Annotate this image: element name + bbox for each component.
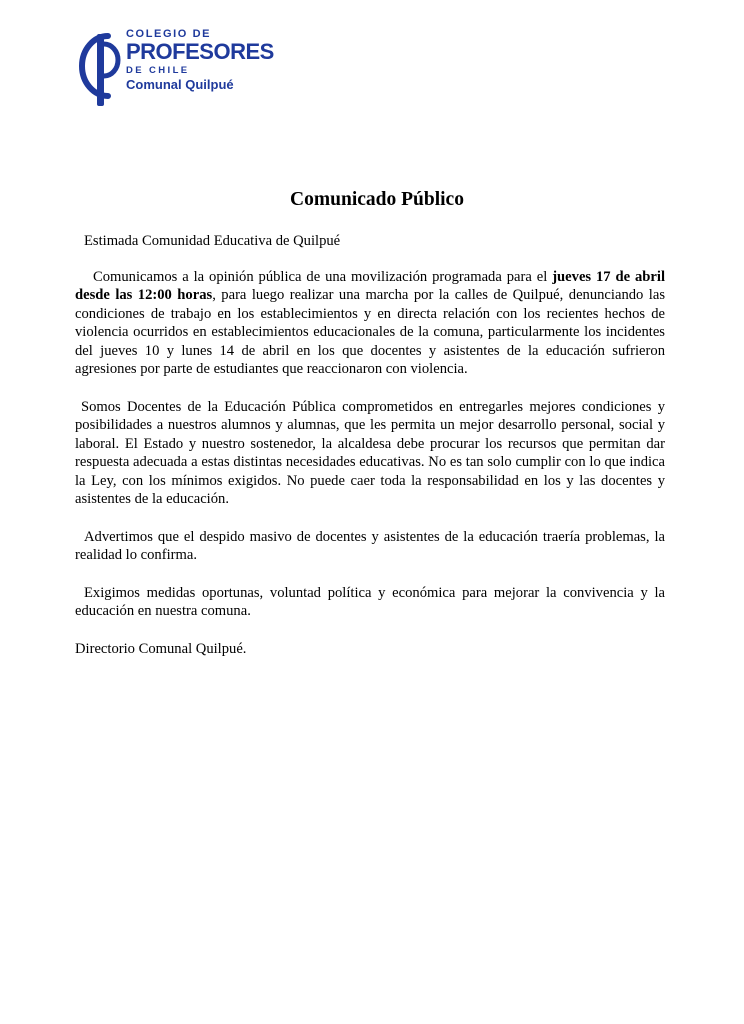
signature: Directorio Comunal Quilpué. bbox=[75, 640, 247, 657]
paragraph-commitment: Somos Docentes de la Educación Pública comprometidos en entregarles mejores condiciones y posibilidades a nuestros alumnos y alumnas, que les permita un mejor desarrollo personal, social y laboral. El Estado y nuestro sostenedor, la alcaldesa debe procurar los recursos que permitan dar respuesta adecuada a estas distintas necesidades educativas. No es tan solo cumplir con lo que indica la Ley, con los mínimos exigidos. No puede caer toda la responsabilidad en los y las docentes y asistentes de la educación. bbox=[75, 398, 665, 507]
colegio-de-profesores-logo bbox=[78, 26, 278, 110]
logo-wordmark bbox=[126, 28, 274, 92]
paragraph-mobilization-text-2: , para luego realizar una marcha por la calles de Quilpué, denunciando las condiciones de trabajo en los establecimientos y en directa relación con los recientes hechos de violencia ocurridos en establecimientos educacionales de la comuna, particularmente los incidentes del jueves 10 y lunes 14 de abril en los que docentes y asistentes de la educación sufrieron agresiones por parte de estudiantes que reaccionaron con violencia. bbox=[75, 287, 665, 377]
document-title: Comunicado Público bbox=[290, 189, 464, 210]
greeting: Estimada Comunidad Educativa de Quilpué bbox=[84, 233, 341, 249]
logo-line-comunal: Comunal Quilpué bbox=[126, 77, 234, 92]
logo-line-colegio: COLEGIO DE bbox=[126, 28, 212, 40]
logo-line-profesores: PROFESORES bbox=[126, 39, 274, 64]
document-body bbox=[75, 232, 665, 658]
paragraph-mobilization bbox=[75, 268, 665, 379]
paragraph-warning: Advertimos que el despido masivo de docentes y asistentes de la educación traería problemas, la realidad lo confirma. bbox=[75, 528, 665, 563]
logo-line-de-chile: DE CHILE bbox=[126, 65, 190, 76]
paragraph-mobilization-text-1: Comunicamos a la opinión pública de una movilización programada para el bbox=[93, 268, 553, 285]
paragraph-demands: Exigimos medidas oportunas, voluntad política y económica para mejorar la convivencia y la educación en nuestra comuna. bbox=[75, 584, 665, 619]
colegio-de-profesores-logo-icon bbox=[78, 26, 126, 110]
paragraph-mobilization-date: jueves 17 de abril desde las 12:00 horas bbox=[75, 268, 665, 303]
